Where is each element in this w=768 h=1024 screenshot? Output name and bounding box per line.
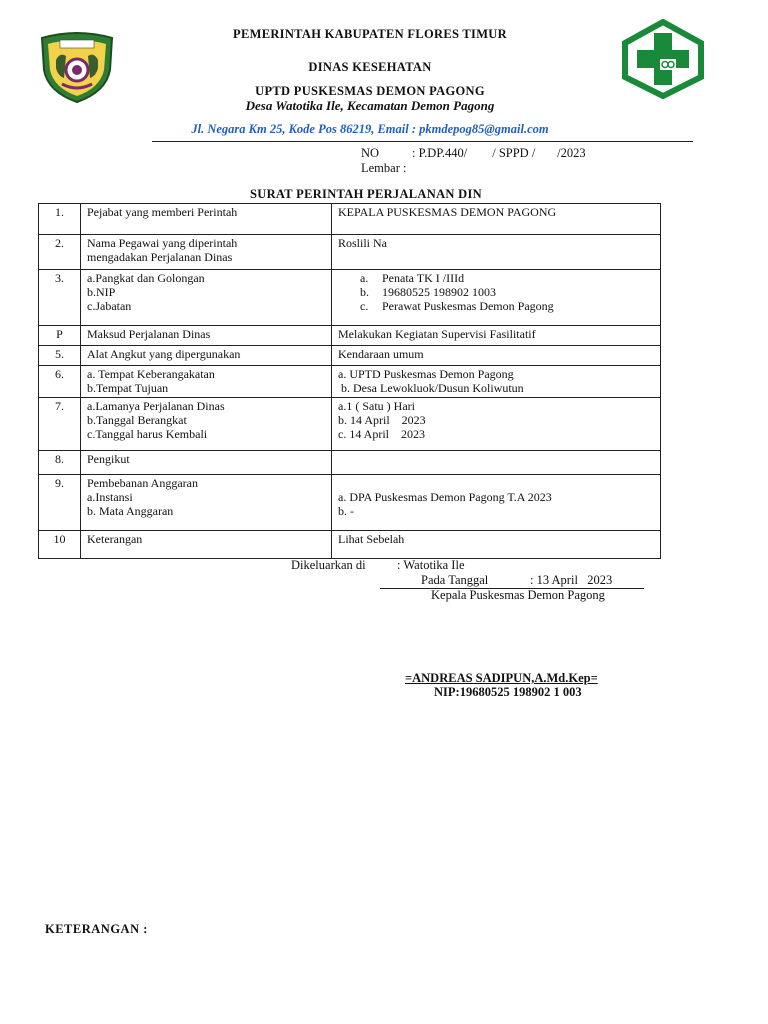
table-row [39,326,661,346]
row-label: Keterangan [81,531,332,559]
header-department: DINAS KESEHATAN [308,60,432,74]
row-value: Roslili Na [332,235,661,270]
travel-order-table [38,203,661,559]
header-location: Desa Watotika Ile, Kecamatan Demon Pagong [245,98,495,113]
row-label: Pengikut [81,451,332,475]
row-label: a. Tempat Keberangakatan b.Tempat Tujuan [81,366,332,398]
issued-date-label: Pada Tanggal [421,573,489,587]
issued-at-label: Dikeluarkan di [291,558,366,572]
row-number: 8. [39,451,81,475]
row-value: KEPALA PUSKESMAS DEMON PAGONG [332,204,661,235]
row-value [332,451,661,475]
table-row [39,235,661,270]
row-value: a. UPTD Puskesmas Demon Pagong b. Desa Lewokluok/Dusun Koliwutun [332,366,661,398]
document-number-value: : P.DP.440/ / SPPD / /2023 [412,146,586,160]
issued-at-value: : Watotika Ile [397,558,465,572]
table-row [39,270,661,326]
table-row [39,475,661,531]
document-number-label: NO [361,146,380,160]
row-number: 6. [39,366,81,398]
row-label: a.Lamanya Perjalanan Dinas b.Tanggal Berangkat c.Tanggal harus Kembali [81,398,332,451]
row-label: Pejabat yang memberi Perintah [81,204,332,235]
signer-nip: NIP:19680525 198902 1 003 [434,685,582,699]
row-label: Alat Angkut yang dipergunakan [81,346,332,366]
row-label: Maksud Perjalanan Dinas [81,326,332,346]
header-address: Jl. Negara Km 25, Kode Pos 86219, Email : pkmdepog85@gmail.com [191,122,549,136]
row-number: 5. [39,346,81,366]
table-row [39,398,661,451]
row-number: 7. [39,398,81,451]
row-value: Melakukan Kegiatan Supervisi Fasilitatif [332,326,661,346]
row-value: Kendaraan umum [332,346,661,366]
row-label: Pembebanan Anggaran a.Instansi b. Mata Anggaran [81,475,332,531]
header-unit: UPTD PUSKESMAS DEMON PAGONG [255,84,485,98]
table-row [39,204,661,235]
row-number: 10 [39,531,81,559]
table-row [39,346,661,366]
notes-heading: KETERANGAN : [45,922,148,936]
row-number: 1. [39,204,81,235]
row-number: 9. [39,475,81,531]
row-number: 2. [39,235,81,270]
sheet-label: Lembar : [361,161,407,175]
signer-name: =ANDREAS SADIPUN,A.Md.Kep= [405,671,598,685]
table-row [39,366,661,398]
row-number: 3. [39,270,81,326]
row-value: a. DPA Puskesmas Demon Pagong T.A 2023 b. - [332,475,661,531]
row-value: a.1 ( Satu ) Hari b. 14 April 2023 c. 14 April 2023 [332,398,661,451]
table-row [39,531,661,559]
issued-date-value: : 13 April 2023 [530,573,613,587]
document-title: SURAT PERINTAH PERJALANAN DIN [250,187,482,201]
row-value: a. Penata TK I /IIId b. 19680525 198902 1003 c. Perawat Puskesmas Demon Pagong [332,270,661,326]
row-value: Lihat Sebelah [332,531,661,559]
header-divider [152,141,693,142]
signer-position: Kepala Puskesmas Demon Pagong [431,588,605,602]
row-label: a.Pangkat dan Golongan b.NIP c.Jabatan [81,270,332,326]
row-label: Nama Pegawai yang diperintah mengadakan Perjalanan Dinas [81,235,332,270]
row-number: P [39,326,81,346]
table-row [39,451,661,475]
header-government: PEMERINTAH KABUPATEN FLORES TIMUR [233,27,507,41]
